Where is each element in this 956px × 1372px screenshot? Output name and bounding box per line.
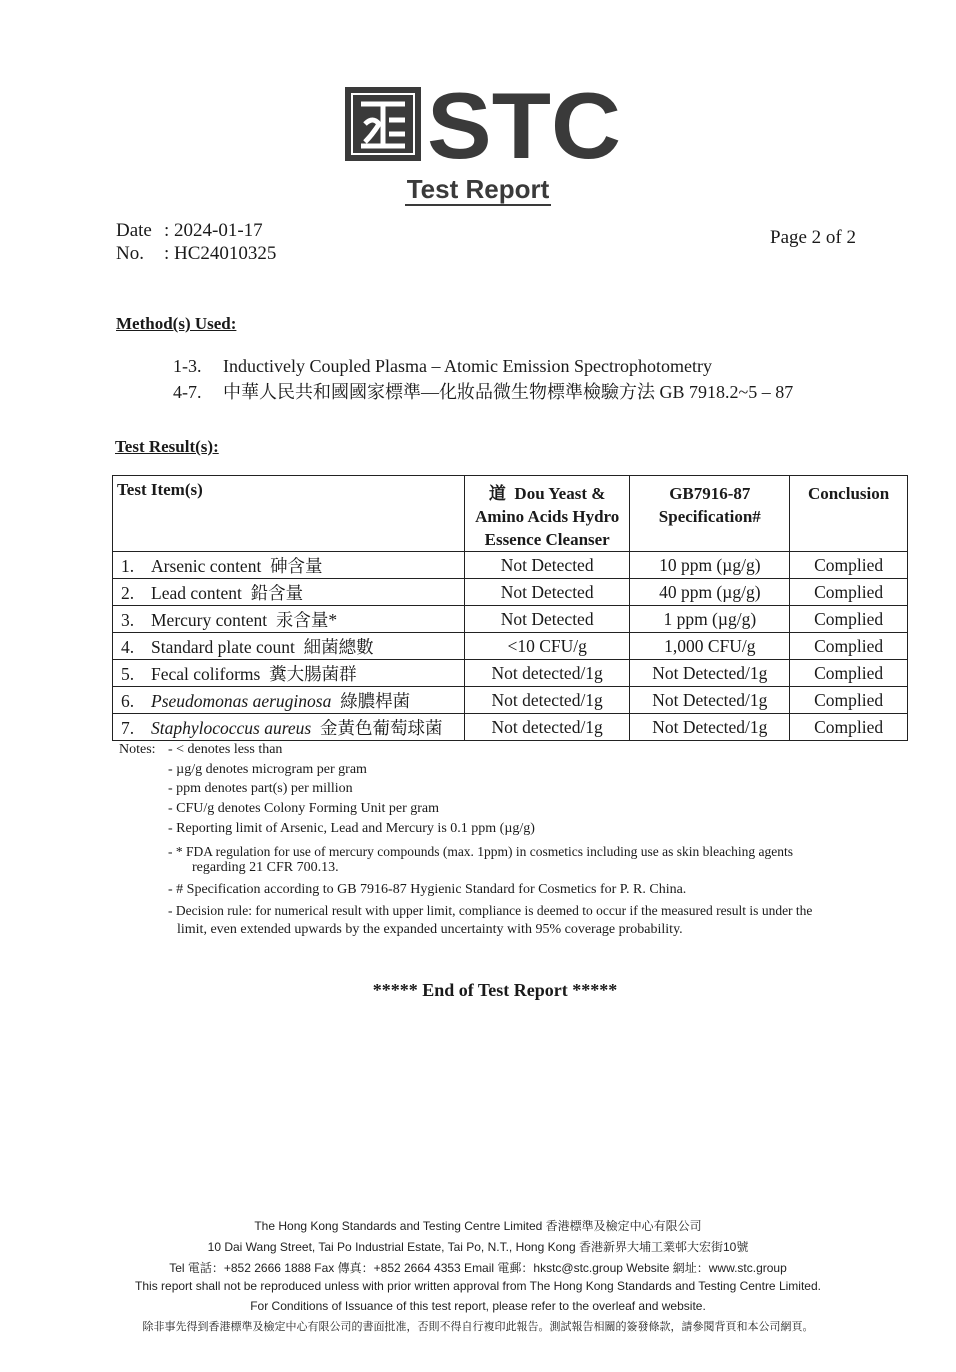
note-line: - * FDA regulation for use of mercury compounds (max. 1ppm) in cosmetics including use as skin bleaching agents xyxy=(168,844,793,859)
table-header-row xyxy=(113,476,908,552)
footer-conditions: For Conditions of Issuance of this test report, please refer to the overleaf and website. xyxy=(250,1299,706,1313)
method-item: 1-3. Inductively Coupled Plasma – Atomic Emission Spectrophotometry xyxy=(173,356,712,376)
page-number: Page 2 of 2 xyxy=(770,227,857,248)
col-header-item: Test Item(s) xyxy=(113,476,465,552)
footer-company: The Hong Kong Standards and Testing Centre Limited 香港標準及檢定中心有限公司 xyxy=(254,1219,702,1233)
col-header-spec: GB7916-87 Specification# xyxy=(630,476,790,552)
note-line: - µg/g denotes microgram per gram xyxy=(168,762,367,777)
col-header-sample: 道 Dou Yeast & Amino Acids Hydro Essence Cleanser xyxy=(464,476,630,552)
note-line: - CFU/g denotes Colony Forming Unit per gram xyxy=(168,801,440,816)
date-field xyxy=(116,220,263,242)
method-item: 4-7. 中華人民共和國國家標準—化妝品微生物標準檢驗方法 GB 7918.2~5 – 87 xyxy=(173,382,794,402)
footer-disclaimer: This report shall not be reproduced unless with prior written approval from The Hong Kong Standards and Testing Centre Limited. xyxy=(135,1279,821,1293)
footer-contact: Tel 電話：+852 2666 1888 Fax 傳真：+852 2664 4353 Email 電郵：hkstc@stc.group Website 網址：www.stc.group xyxy=(169,1261,787,1275)
footer-address: 10 Dai Wang Street, Tai Po Industrial Estate, Tai Po, N.T., Hong Kong 香港新界大埔工業邨大宏街10號 xyxy=(207,1240,749,1254)
report-number-value: : HC24010325 xyxy=(164,243,277,264)
report-title: Test Report xyxy=(406,174,550,204)
table-row: 6. Pseudomonas aeruginosa 綠膿桿菌 Not detected/1g Not Detected/1g Complied xyxy=(113,687,908,714)
stc-logo-graphic xyxy=(343,84,623,164)
table-row: 2. Lead content 鉛含量 Not Detected 40 ppm (µg/g) Complied xyxy=(113,579,908,606)
report-number-field xyxy=(116,243,276,265)
sample-brand-icon: 道 xyxy=(488,484,506,503)
note-line: - < denotes less than xyxy=(168,742,283,757)
notes-label: Notes: xyxy=(119,742,156,757)
note-line: - Decision rule: for numerical result with upper limit, compliance is deemed to occur if the measured result is under the xyxy=(168,903,813,918)
report-number-label: No. xyxy=(116,243,144,264)
results-table xyxy=(112,475,908,741)
stc-logo xyxy=(343,84,623,164)
date-value: : 2024-01-17 xyxy=(164,220,263,241)
end-of-report: ***** End of Test Report ***** xyxy=(372,980,618,1000)
note-line: - ppm denotes part(s) per million xyxy=(168,781,353,796)
table-row: 7. Staphylococcus aureus 金黃色葡萄球菌 Not detected/1g Not Detected/1g Complied xyxy=(113,714,908,741)
table-row: 4. Standard plate count 細菌總數 <10 CFU/g 1,000 CFU/g Complied xyxy=(113,633,908,660)
methods-heading: Method(s) Used: xyxy=(116,314,237,333)
col-header-conclusion: Conclusion xyxy=(790,476,908,552)
table-row: 3. Mercury content 汞含量* Not Detected 1 ppm (µg/g) Complied xyxy=(113,606,908,633)
footer-chinese-disclaimer: 除非事先得到香港標準及檢定中心有限公司的書面批准，否則不得自行複印此報告。測試報告相關的簽發條款，請參閱背頁和本公司網頁。 xyxy=(142,1321,814,1333)
logo-text: STC xyxy=(427,84,621,164)
note-line: regarding 21 CFR 700.13. xyxy=(192,860,339,875)
note-line: - # Specification according to GB 7916-87 Hygienic Standard for Cosmetics for P. R. China. xyxy=(168,882,687,897)
note-line: limit, even extended upwards by the expanded uncertainty with 95% coverage probability. xyxy=(177,922,683,937)
note-line: - Reporting limit of Arsenic, Lead and Mercury is 0.1 ppm (µg/g) xyxy=(168,821,535,836)
results-heading: Test Result(s): xyxy=(115,437,219,456)
table-row: 5. Fecal coliforms 糞大腸菌群 Not detected/1g Not Detected/1g Complied xyxy=(113,660,908,687)
table-row: 1. Arsenic content 砷含量 Not Detected 10 ppm (µg/g) Complied xyxy=(113,552,908,579)
date-label: Date xyxy=(116,220,152,241)
